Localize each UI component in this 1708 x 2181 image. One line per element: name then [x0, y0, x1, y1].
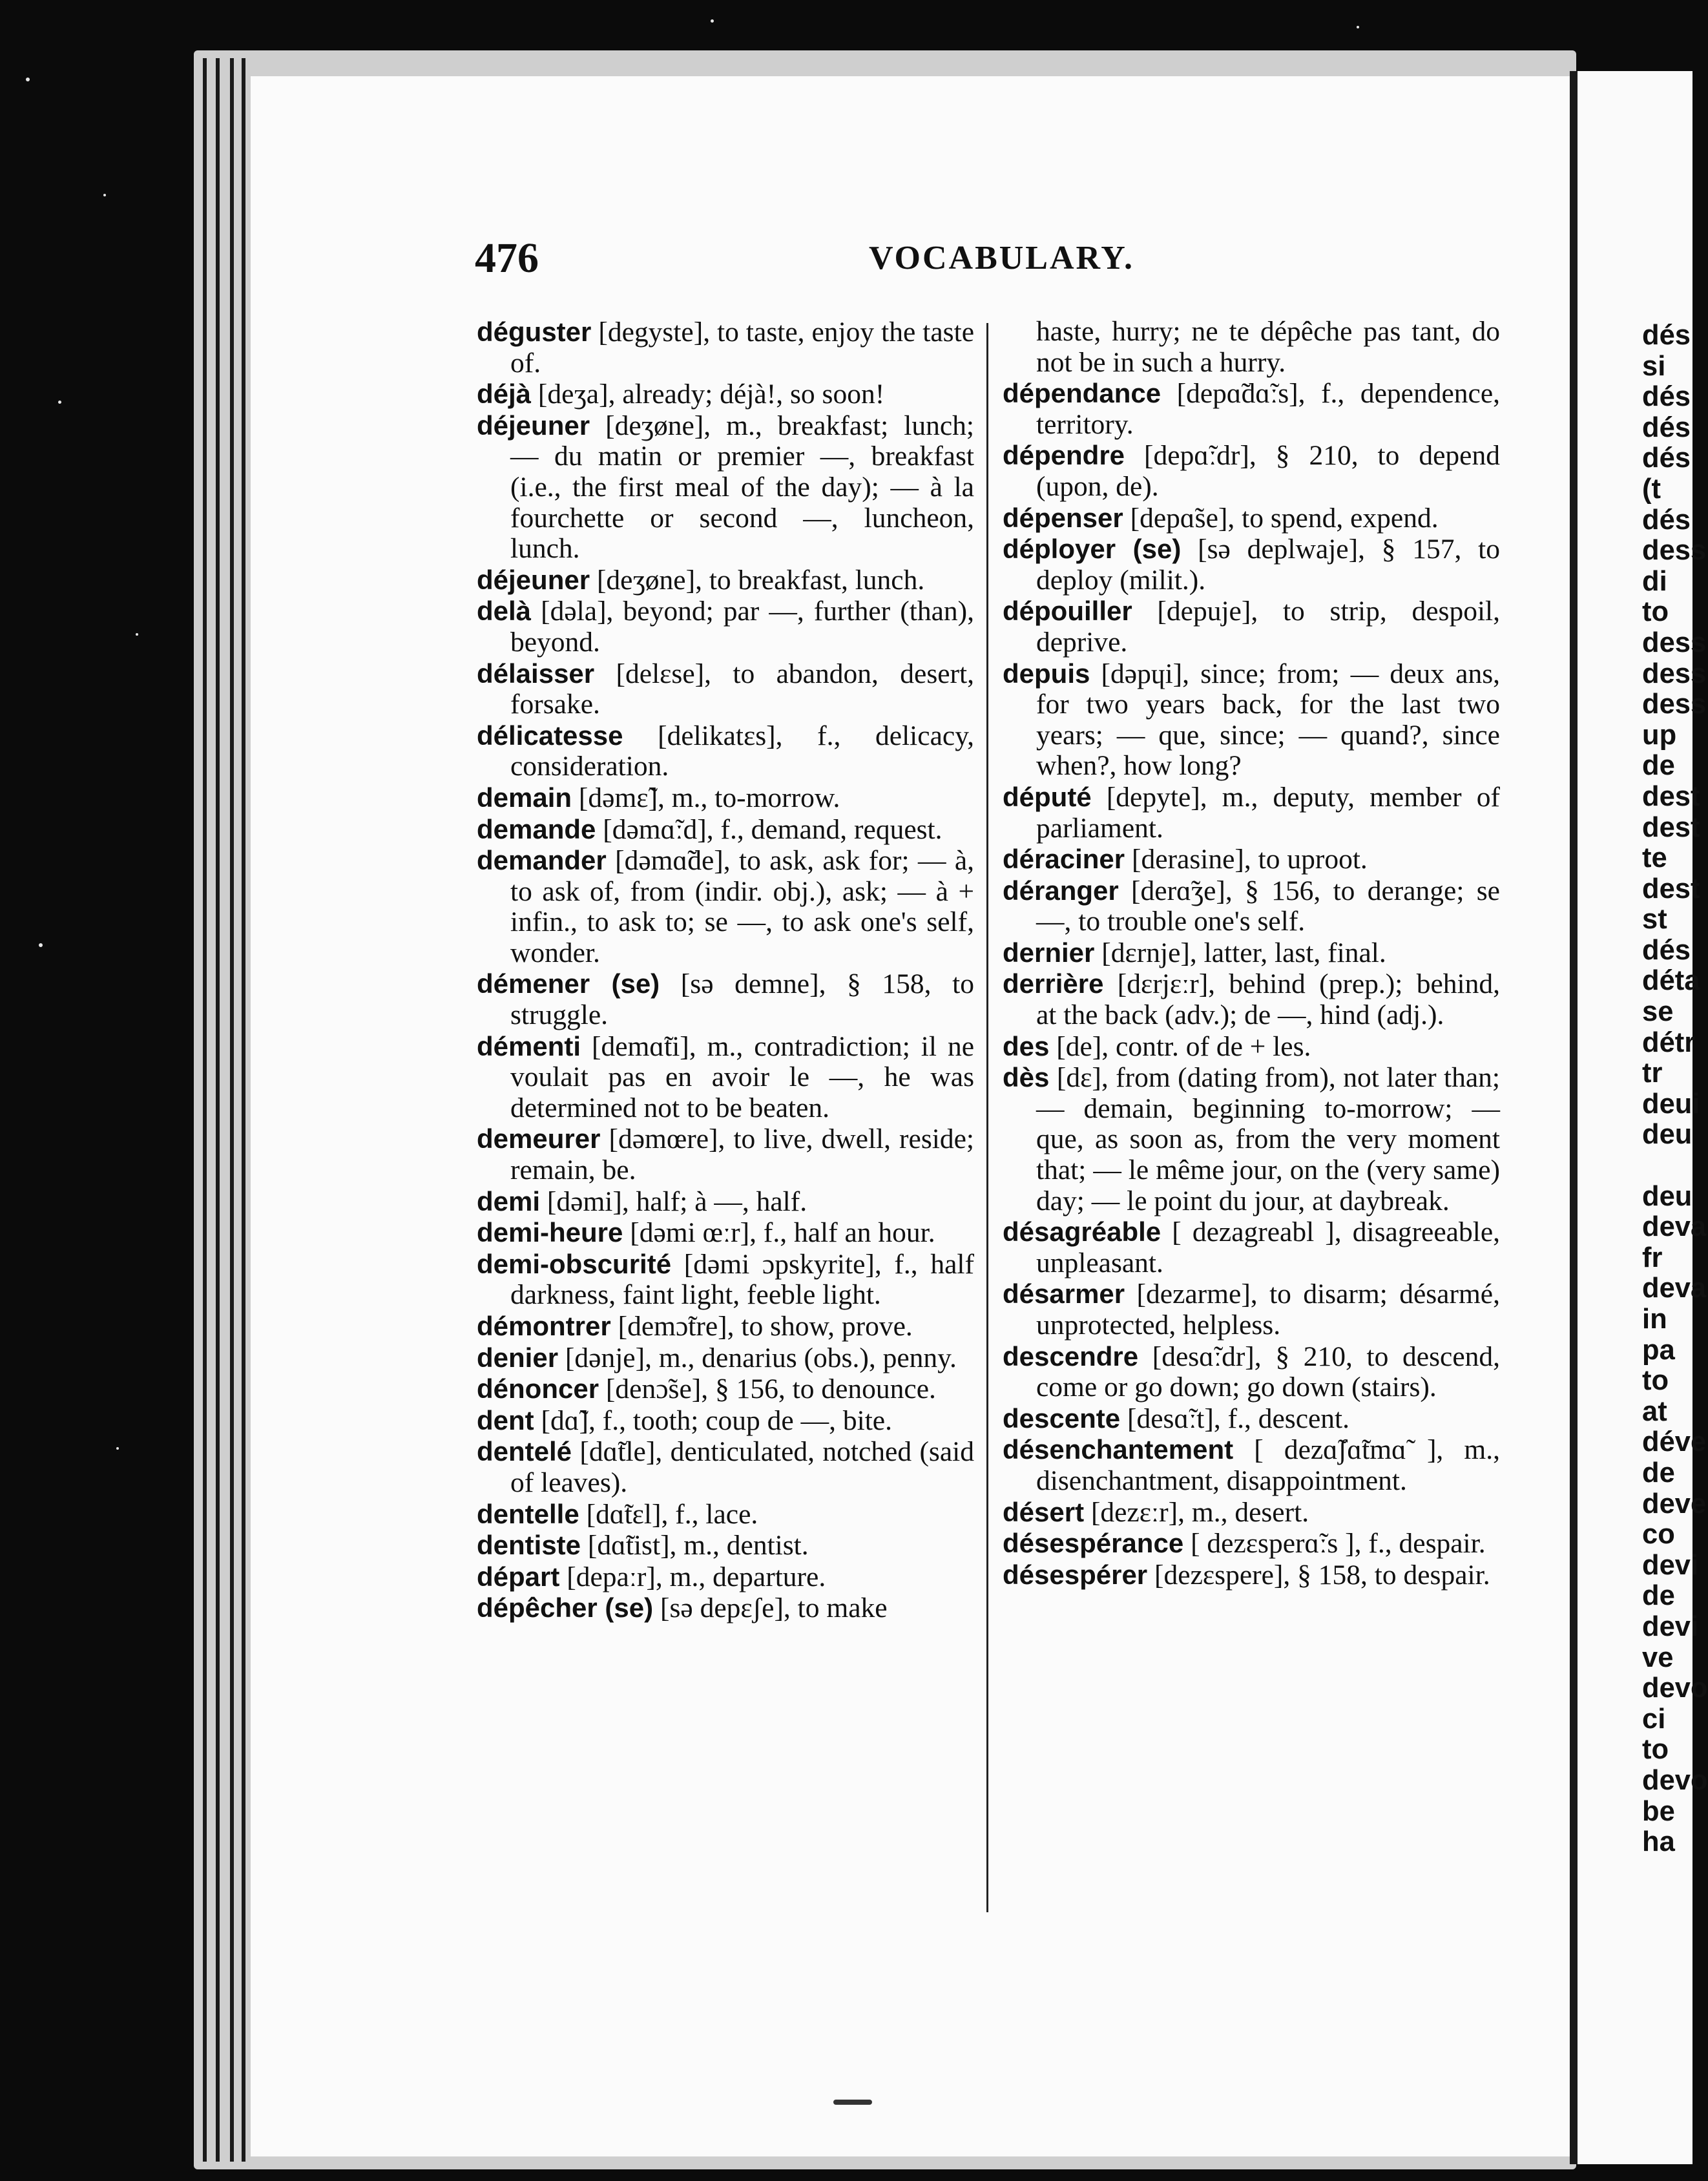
dictionary-entry [1003, 782, 1500, 844]
headword: déguster [477, 317, 592, 347]
headword: dès [1003, 1062, 1050, 1093]
dictionary-entry [477, 1405, 974, 1437]
definition: [dəpɥi], since; from; — deux ans, for two years back, for the last two years; — que, since; — quand?, since when?, how long? [1036, 658, 1500, 782]
headword: départ [477, 1561, 560, 1592]
headword: déjà [477, 379, 532, 410]
next-page-fragment: de [1642, 1580, 1675, 1612]
headword: dentelle [477, 1498, 579, 1529]
next-page-fragment: to [1642, 596, 1669, 628]
definition: [desɑ̃ːt], f., descent. [1120, 1403, 1350, 1434]
headword: démener (se) [477, 968, 660, 999]
next-page-fragment: co [1642, 1519, 1675, 1550]
next-page-fragment: de [1642, 750, 1675, 782]
next-page-fragment: dess [1642, 658, 1707, 689]
next-page-fragment: dess [1642, 627, 1707, 658]
next-page-fragment: dés [1642, 504, 1691, 536]
definition: [depuje], to strip, despoil, deprive. [1036, 596, 1500, 658]
next-page-fragment: devi [1642, 1611, 1699, 1642]
definition: [sə demne], § 158, to struggle. [510, 968, 975, 1031]
dictionary-entry [1003, 1434, 1500, 1496]
next-page-fragment: ve [1642, 1642, 1674, 1673]
dictionary-entry [477, 1311, 974, 1342]
definition: [depyte], m., deputy, member of parliament. [1036, 781, 1500, 844]
page-number: 476 [475, 235, 539, 282]
dictionary-entry [1003, 1031, 1500, 1063]
definition: [ dezagreabl ], disagreeable, unpleasant. [1036, 1216, 1500, 1278]
next-page-fragment: déve [1642, 1426, 1707, 1458]
definition: [dɛrjɛːr], behind (prep.); behind, at the back (adv.); de —, hind (adj.). [1036, 968, 1500, 1031]
dictionary-entry [477, 1561, 974, 1593]
next-page-fragment: ci [1642, 1703, 1666, 1735]
definition: [depɑ̃ːdr], § 210, to depend (upon, de). [1036, 440, 1500, 502]
scan-speck [116, 1447, 119, 1450]
dictionary-entry [1003, 378, 1500, 440]
headword: delà [477, 596, 532, 627]
dictionary-entry [477, 317, 974, 379]
headword: dépouiller [1003, 596, 1132, 627]
headword: déranger [1003, 875, 1119, 906]
definition: [dəmœre], to live, dwell, reside; remain, be. [510, 1123, 974, 1186]
headword: demande [477, 813, 596, 844]
page-edge-line [242, 58, 245, 2162]
dictionary-entry [1003, 1528, 1500, 1560]
next-page-fragment: devo [1642, 1764, 1708, 1796]
next-page-fragment [1642, 1151, 1708, 1182]
headword: déraciner [1003, 844, 1125, 875]
dictionary-entry [1003, 968, 1500, 1030]
dictionary-entry [477, 782, 974, 814]
headword: délicatesse [477, 720, 623, 751]
definition: [dɛ], from (dating from), not later than; — demain, beginning to-morrow; — que, as soon as, from the very moment that; — le même jour, on the (very same) day; — le point du jour, at daybreak. [1036, 1062, 1500, 1216]
dictionary-entry [477, 410, 974, 565]
headword: demi-heure [477, 1217, 623, 1248]
page-bottom-mark [833, 2100, 872, 2105]
left-column [477, 317, 974, 1624]
headword: depuis [1003, 658, 1090, 689]
scan-speck [136, 633, 138, 636]
dictionary-entry [477, 596, 974, 658]
dictionary-entry [477, 658, 974, 720]
headword: désagréable [1003, 1216, 1161, 1247]
dictionary-entry [1003, 1341, 1500, 1403]
next-page-fragment: deui [1642, 1088, 1700, 1120]
definition: [dəmi ɔpskyrite], f., half darkness, faint light, feeble light. [510, 1248, 974, 1311]
definition: [de], contr. of de + les. [1049, 1030, 1311, 1062]
page-header [475, 234, 1218, 292]
next-page-fragment: tr [1642, 1058, 1663, 1089]
column-divider [986, 323, 988, 1912]
next-page-fragment: dés [1642, 381, 1691, 413]
dictionary-entry [477, 968, 974, 1030]
next-page-fragment: dess [1642, 535, 1707, 567]
next-page-fragment: at [1642, 1395, 1667, 1427]
definition: [dəmi œːr], f., half an hour. [623, 1217, 935, 1249]
definition: [ dezɛsperɑ̃ːs ], f., despair. [1183, 1528, 1486, 1560]
definition: [depɑ̃se], to spend, expend. [1123, 502, 1439, 534]
next-page-fragment: dest [1642, 873, 1700, 904]
headword: demi [477, 1185, 541, 1216]
definition: [dezɛːr], m., desert. [1084, 1496, 1309, 1528]
dictionary-entry [1003, 503, 1500, 534]
next-page-fragment: deve [1642, 1488, 1707, 1519]
headword: demain [477, 782, 572, 813]
next-page-fragment: fr [1642, 1242, 1663, 1273]
headword: désespérance [1003, 1528, 1184, 1559]
next-page-fragment: détr [1642, 1027, 1696, 1058]
definition: [demɔ̃tre], to show, prove. [610, 1311, 913, 1342]
next-page-fragment: si [1642, 350, 1666, 382]
dictionary-entry [477, 720, 974, 782]
page-edge-line [230, 58, 234, 2162]
dictionary-entry [1003, 1062, 1500, 1216]
dictionary-entry [477, 565, 974, 596]
scan-speck [103, 194, 106, 196]
definition: [dəmɛ̃], m., to-morrow. [572, 782, 840, 813]
definition: [dəmɑ̃de], to ask, ask for; — à, to ask of, from (indir. obj.), ask; — à + infin., to ask to; se —, to ask one's self, wonder. [510, 845, 974, 968]
headword: des [1003, 1030, 1050, 1061]
definition: [deʒa], already; déjà!, so soon! [531, 379, 885, 410]
next-page-fragment: te [1642, 842, 1667, 874]
dictionary-entry [1003, 1278, 1500, 1341]
dictionary-entry [1003, 844, 1500, 875]
definition: [desɑ̃ːdr], § 210, to descend, come or go down; go down (stairs). [1036, 1341, 1500, 1403]
definition: [derasine], to uproot. [1125, 844, 1368, 875]
next-page-fragment: devo [1642, 1673, 1708, 1704]
dictionary-entry [477, 1123, 974, 1185]
next-page-fragment: (t [1642, 473, 1661, 505]
scan-speck [711, 19, 714, 23]
definition: [degyste], to taste, enjoy the taste of. [510, 317, 974, 379]
dictionary-entry [1003, 534, 1500, 596]
headword: désert [1003, 1496, 1085, 1527]
dictionary-entry [477, 1249, 974, 1311]
headword: dépêcher (se) [477, 1592, 654, 1623]
definition: [denɔ̃se], § 156, to denounce. [599, 1373, 936, 1405]
dictionary-entry [477, 1217, 974, 1249]
headword: derrière [1003, 968, 1104, 999]
headword: député [1003, 781, 1092, 812]
definition: [ dezɑ̃ʃɑ̃tmɑ̃ ], m., disenchantment, disappointment. [1036, 1434, 1500, 1496]
dictionary-entry [477, 845, 974, 968]
next-page-fragment: se [1642, 996, 1674, 1028]
headword: délaisser [477, 658, 595, 689]
next-page-fragment: déta [1642, 965, 1700, 997]
headword: demander [477, 845, 607, 876]
dictionary-entry [1003, 937, 1500, 969]
next-page-fragment: devi [1642, 1549, 1699, 1581]
next-page-fragment: dess [1642, 689, 1707, 720]
next-page-fragment: dés [1642, 412, 1691, 443]
dictionary-entry [477, 1186, 974, 1218]
dictionary-entry [477, 1342, 974, 1374]
headword: demi-obscurité [477, 1248, 672, 1279]
next-page-fragment: dest [1642, 811, 1700, 843]
headword: dentiste [477, 1530, 581, 1561]
next-page-edge [1578, 71, 1708, 2164]
next-page-fragment: deva [1642, 1273, 1707, 1304]
dictionary-entry [1003, 440, 1500, 502]
dictionary-entry [477, 1031, 974, 1124]
page-edge-line [203, 58, 207, 2162]
definition: [dəmɑ̃ːd], f., demand, request. [596, 813, 943, 845]
dictionary-entry [1003, 658, 1500, 782]
scan-speck [1357, 26, 1359, 28]
dictionary-entry [477, 814, 974, 846]
definition: [deʒøne], m., breakfast; lunch; — du matin or premier —, breakfast (i.e., the first meal of the day); — à la fourchette or second —, luncheon, lunch. [510, 410, 974, 565]
next-page-fragment: deu [1642, 1180, 1692, 1212]
definition: [delikatɛs], f., delicacy, consideration. [510, 720, 974, 782]
definition: [dəla], beyond; par —, further (than), beyond. [510, 596, 974, 658]
dictionary-entry [1003, 1216, 1500, 1278]
headword: déployer (se) [1003, 534, 1182, 565]
next-page-fragment: pa [1642, 1334, 1675, 1366]
headword: denier [477, 1342, 559, 1373]
headword: désespérer [1003, 1559, 1148, 1590]
headword: demeurer [477, 1123, 601, 1154]
dictionary-entry [1003, 1497, 1500, 1529]
headword: démenti [477, 1030, 581, 1061]
definition: [dɑ̃tɛl], f., lace. [579, 1498, 758, 1530]
headword: dépenser [1003, 502, 1123, 533]
definition: [depaːr], m., departure. [559, 1561, 826, 1592]
page-edge-line [216, 58, 220, 2162]
headword: dernier [1003, 937, 1095, 968]
next-page-fragment: dest [1642, 780, 1700, 812]
dictionary-entry [477, 1530, 974, 1561]
next-page-fragment: be [1642, 1795, 1675, 1827]
dictionary-entry [477, 1436, 974, 1498]
headword: déjeuner [477, 410, 590, 441]
next-page-fragment: dés [1642, 934, 1691, 966]
headword: dépendre [1003, 440, 1125, 471]
next-page-fragment: dés [1642, 320, 1691, 351]
definition: [sə deplwaje], § 157, to deploy (milit.). [1036, 534, 1500, 596]
scan-speck [58, 401, 61, 404]
scan-speck [26, 78, 30, 81]
definition: [dəmi], half; à —, half. [540, 1185, 807, 1217]
dictionary-entry [1003, 875, 1500, 937]
headword: descendre [1003, 1341, 1139, 1372]
running-head: VOCABULARY. [869, 240, 1135, 277]
definition: [demɑ̃ti], m., contradiction; il ne voulait pas en avoir le —, he was determined not to be beaten. [510, 1030, 974, 1123]
definition: [sə depɛʃe], to make [653, 1592, 888, 1624]
headword: dénoncer [477, 1373, 599, 1404]
right-column [1003, 317, 1500, 1591]
entry-continuation: haste, hurry; ne te dépêche pas tant, do not be in such a hurry. [1036, 316, 1500, 378]
dictionary-entry [477, 379, 974, 410]
next-page-fragment: in [1642, 1304, 1667, 1335]
headword: désenchantement [1003, 1434, 1234, 1465]
dictionary-entry [477, 1373, 974, 1405]
scan-speck [39, 943, 43, 947]
definition: [dɛrnje], latter, last, final. [1094, 937, 1386, 968]
definition: [dɑ̃tist], m., dentist. [581, 1530, 809, 1561]
definition: [dezɛspere], § 158, to despair. [1147, 1559, 1490, 1591]
next-page-fragment: di [1642, 565, 1667, 597]
definition: [dɑ̃], f., tooth; coup de —, bite. [534, 1404, 892, 1436]
definition: [dənje], m., denarius (obs.), penny. [558, 1342, 957, 1373]
next-page-fragment: deu [1642, 1119, 1692, 1151]
headword: déjeuner [477, 564, 590, 595]
headword: dentelé [477, 1436, 572, 1467]
next-page-fragments [1642, 320, 1708, 1858]
dictionary-entry [1003, 596, 1500, 658]
next-page-fragment: to [1642, 1734, 1669, 1766]
dictionary-entry [1003, 1560, 1500, 1591]
definition: [dezarme], to disarm; désarmé, unprotected, helpless. [1036, 1278, 1500, 1341]
headword: démontrer [477, 1311, 611, 1341]
next-page-fragment: de [1642, 1457, 1675, 1488]
definition: [deʒøne], to breakfast, lunch. [590, 564, 925, 596]
headword: dent [477, 1404, 534, 1435]
book-gutter [1570, 71, 1578, 2164]
next-page-fragment: to [1642, 1365, 1669, 1397]
next-page-fragment: dés [1642, 443, 1691, 474]
next-page-fragment: ha [1642, 1826, 1675, 1858]
dictionary-entry [477, 1592, 974, 1624]
headword: descente [1003, 1403, 1121, 1434]
headword: désarmer [1003, 1278, 1125, 1310]
definition: [derɑ̃ʒe], § 156, to derange; se —, to trouble one's self. [1036, 875, 1500, 937]
next-page-fragment: up [1642, 719, 1677, 751]
definition: [delɛse], to abandon, desert, forsake. [510, 658, 974, 720]
definition: [depɑ̃dɑ̃ːs], f., dependence, territory. [1036, 378, 1500, 440]
headword: dépendance [1003, 378, 1161, 409]
definition: [dɑ̃tle], denticulated, notched (said of leaves). [510, 1436, 974, 1498]
dictionary-entry [1003, 1403, 1500, 1435]
next-page-fragment: deva [1642, 1211, 1707, 1243]
next-page-fragment: st [1642, 904, 1667, 935]
dictionary-entry [477, 1499, 974, 1530]
